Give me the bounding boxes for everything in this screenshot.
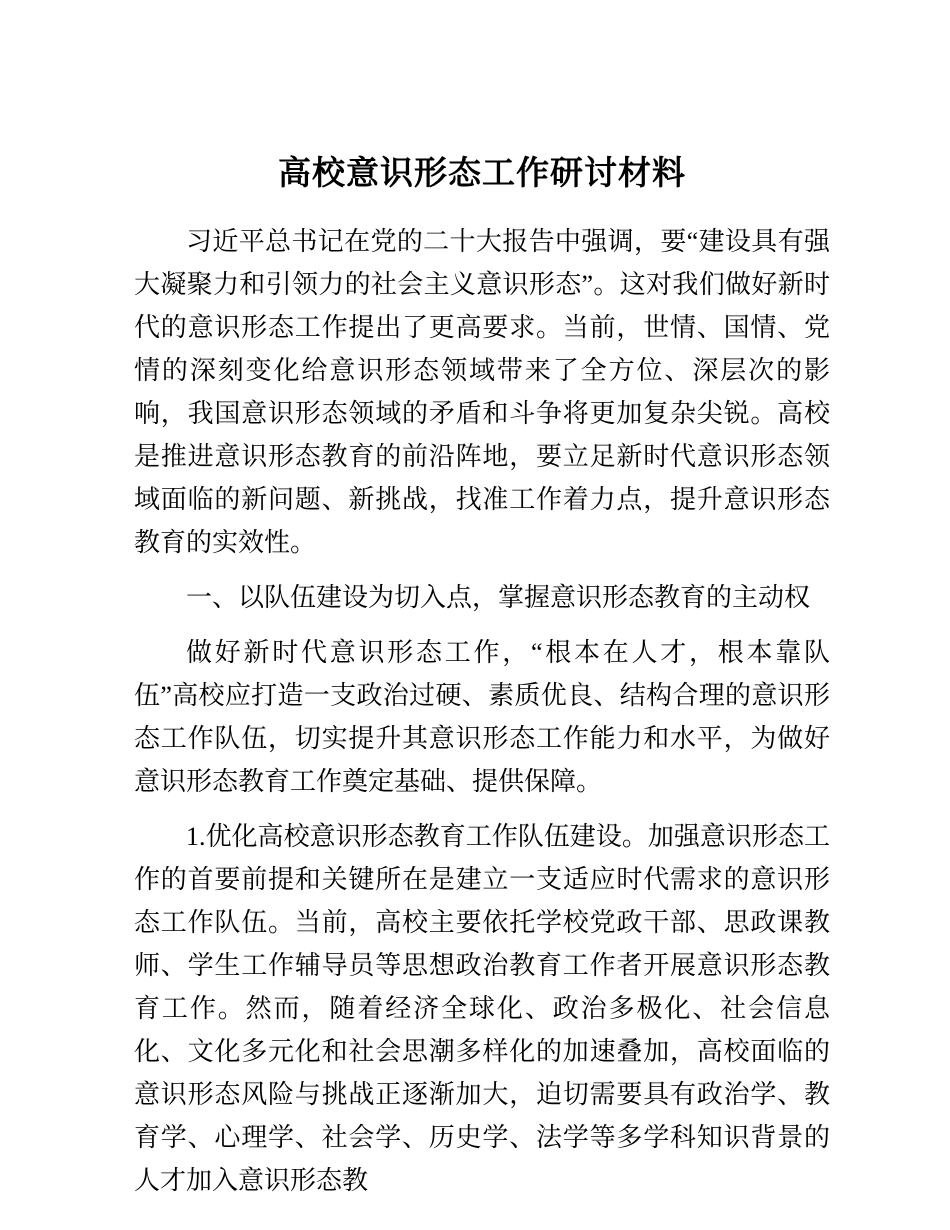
section-1-paragraph-2: 1.优化高校意识形态教育工作队伍建设。加强意识形态工作的首要前提和关键所在是建立一支适应时代需求的意识形态工作队伍。当前，高校主要依托学校党政干部、思政课教师、学生工作辅导员等思想政治教育工作者开展意识形态教育工作。然而，随着经济全球化、政治多极化、社会信息化、文化多元化和社会思潮多样化的加速叠加，高校面临的意识形态风险与挑战正逐渐加大，迫切需要具有政治学、教育学、心理学、社会学、历史学、法学等多学科知识背景的人才加入意识形态教 <box>134 822 830 1195</box>
section-1-paragraph-1: 做好新时代意识形态工作，“根本在人才，根本靠队伍”高校应打造一支政治过硬、素质优良、结构合理的意识形态工作队伍，切实提升其意识形态工作能力和水平，为做好意识形态教育工作奠定基础、提供保障。 <box>134 638 830 796</box>
intro-paragraph: 习近平总书记在党的二十大报告中强调，要“建设具有强大凝聚力和引领力的社会主义意识形态”。这对我们做好新时代的意识形态工作提出了更高要求。当前，世情、国情、党情的深刻变化给意识形态领域带来了全方位、深层次的影响，我国意识形态领域的矛盾和斗争将更加复杂尖锐。高校是推进意识形态教育的前沿阵地，要立足新时代意识形态领域面临的新问题、新挑战，找准工作着力点，提升意识形态教育的实效性。 <box>134 227 830 557</box>
section-1-heading: 一、以队伍建设为切入点，掌握意识形态教育的主动权 <box>186 583 811 612</box>
document-title: 高校意识形态工作研讨材料 <box>278 154 686 191</box>
